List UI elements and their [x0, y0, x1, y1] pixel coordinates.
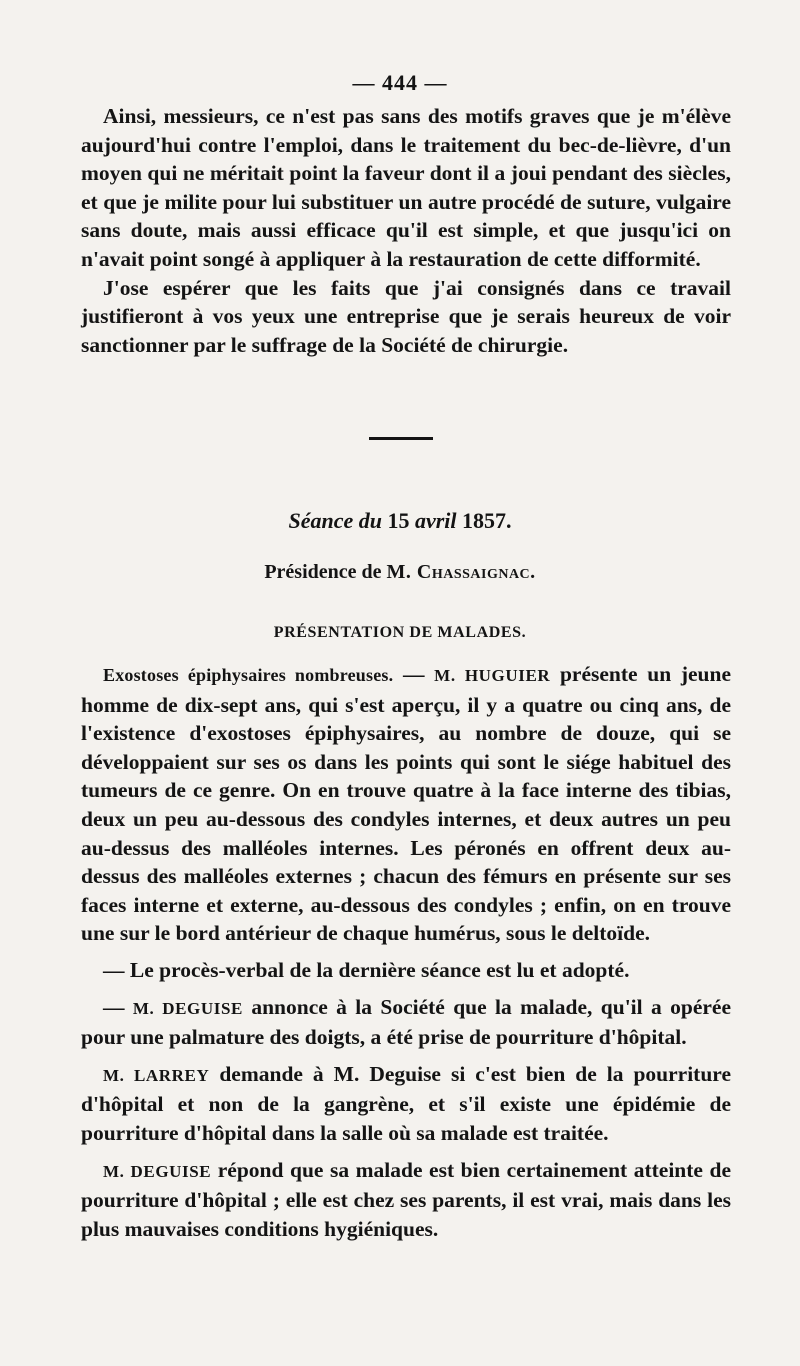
session-year: 1857.	[462, 508, 512, 533]
presidence-line	[0, 561, 800, 584]
paragraph-ainsi: Ainsi, messieurs, ce n'est pas sans des motifs graves que je m'élève aujourd'hui contre l'emploi, dans le traitement du bec-de-lièvre, d'un moyen qui ne méritait point la faveur dont il a joui pendant des siècles, et que je milite pour lui substituer un autre procédé de suture, vulgaire sans doute, mais aussi efficace qu'il est simple, et que jusqu'ici on n'avait point songé à appliquer à la restauration de cette difformité.	[81, 104, 731, 271]
dash: —	[393, 662, 435, 686]
session-month: avril	[414, 508, 457, 533]
text-larrey: demande à M. Deguise si c'est bien de la pourriture d'hôpital et non de la gangrène, et s'il existe une épidémie de pourriture d'hôpital dans la salle où sa malade est traitée.	[81, 1061, 731, 1145]
text-deguise-annonce: annonce à la Société que la malade, qu'il a opérée pour une palmature des doigts, a été prise de pourriture d'hôpital.	[81, 994, 731, 1050]
text-block-closing	[81, 102, 731, 359]
case-heading: Exostoses épiphysaires nombreuses.	[103, 665, 394, 685]
session-day: 15	[387, 508, 410, 533]
paragraph-larrey	[81, 1060, 731, 1148]
presidence-prefix: Présidence de	[264, 561, 382, 583]
president-name: M. Chassaignac.	[386, 561, 536, 583]
paragraph-jose: J'ose espérer que les faits que j'ai consignés dans ce travail justifieront à vos yeux une entreprise que je serais heureux de voir sanctionner par le suffrage de la Société de chirurgie.	[81, 275, 731, 357]
paragraph-deguise-annonce	[81, 993, 731, 1052]
speaker-larrey: M. LARREY	[103, 1065, 210, 1085]
speaker-deguise: M. DEGUISE	[132, 998, 243, 1018]
text-huguier: présente un jeune homme de dix-sept ans, qui s'est aperçu, il y a quatre ou cinq ans, de l'existence d'exostoses épiphysaires, au nombre de douze, qui se développaient sur ses os dans les points qui sont le siége habituel des tumeurs de ce genre. On en trouve quatre à la face interne des tibias, deux un peu au-dessous des condyles internes, et deux autres un peu au-dessus des malléoles internes. Les péronés en offrent deux au-dessus des malléoles externes ; chacun des fémurs en présente sur ses faces interne et externe, au-dessous des condyles ; enfin, on en trouve une sur le bord antérieur de chaque humérus, sous le deltoïde.	[81, 662, 732, 946]
paragraph-proces-verbal: — Le procès-verbal de la dernière séance est lu et adopté.	[103, 957, 630, 982]
speaker-deguise-reply: M. DEGUISE	[103, 1161, 212, 1181]
session-heading	[0, 508, 800, 534]
section-divider	[369, 437, 433, 440]
paragraph-exostoses	[81, 660, 731, 948]
speaker-huguier: M. HUGUIER	[434, 666, 551, 685]
text-block-minutes	[81, 660, 731, 1243]
page-number: — 444 —	[352, 70, 448, 95]
text-deguise-repond: répond que sa malade est bien certainement atteinte de pourriture d'hôpital ; elle est chez ses parents, il est vrai, mais dans les plus mauvaises conditions hygiéniques.	[81, 1157, 731, 1241]
session-prefix: Séance du	[288, 508, 382, 533]
dash: —	[103, 994, 133, 1019]
paragraph-deguise-repond	[81, 1156, 731, 1244]
section-title: PRÉSENTATION DE MALADES.	[273, 624, 527, 641]
